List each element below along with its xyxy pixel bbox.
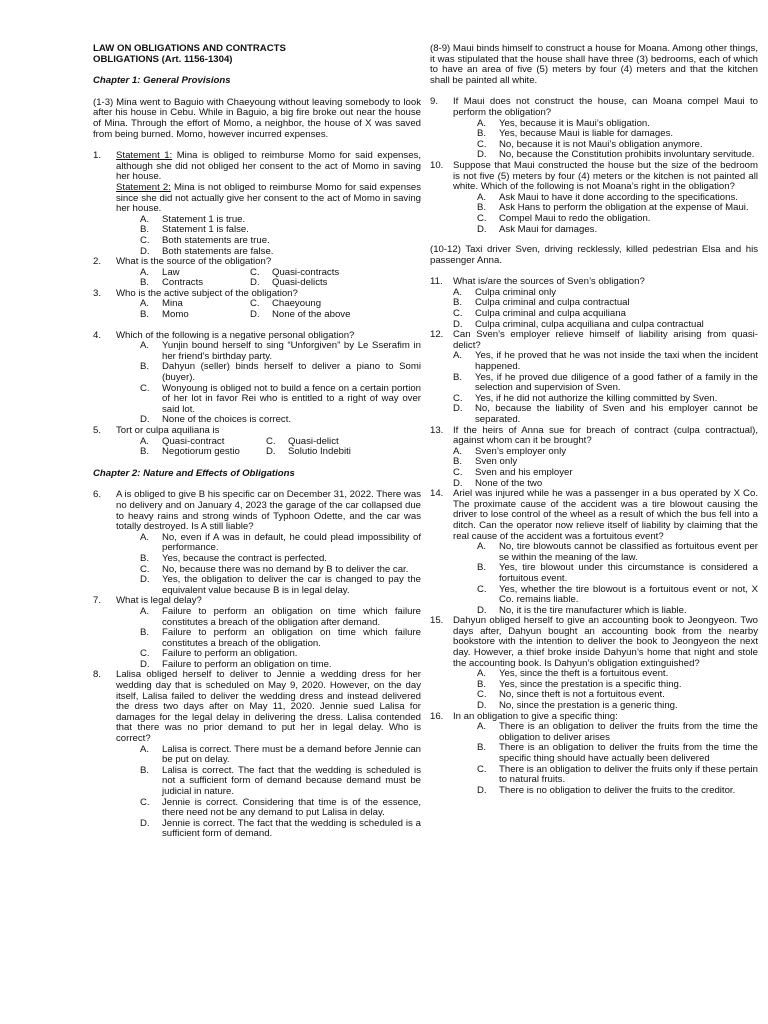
option-text: No, because the liability of Sven and his employer cannot be separated.	[475, 403, 758, 425]
option-text: Yes, tire blowout under this circumstance is considered a fortuitous event.	[499, 562, 758, 584]
option-letter: A.	[140, 531, 150, 543]
option-c	[477, 214, 758, 225]
question-3-options	[93, 299, 421, 320]
option-letter: A.	[477, 191, 487, 203]
option-letter: D.	[453, 477, 463, 489]
question-number: 7.	[93, 595, 102, 607]
question-5	[93, 426, 421, 437]
option-letter: C.	[477, 583, 487, 595]
option-letter: B.	[477, 742, 487, 754]
option-text: There is no obligation to deliver the fruits to the creditor.	[499, 784, 736, 796]
option-letter: C.	[453, 392, 463, 404]
option-letter: B.	[140, 627, 150, 639]
question-14-options	[430, 542, 758, 616]
option-letter: A.	[140, 340, 150, 352]
question-10-options	[430, 193, 758, 235]
question-7-options	[93, 607, 421, 671]
option-letter: B.	[140, 277, 150, 289]
option-letter: B.	[140, 309, 150, 321]
option-letter: D.	[140, 414, 150, 426]
question-number: 9.	[430, 96, 439, 108]
left-column	[93, 44, 421, 840]
question-number: 4.	[93, 329, 102, 341]
option-text: Statement 1 is true.	[162, 213, 246, 225]
option-text: Yes, since the prestation is a specific thing.	[499, 678, 682, 690]
question-6-options	[93, 533, 421, 597]
option-text: Culpa criminal, culpa acquiliana and culpa contractual	[475, 318, 704, 330]
question-number: 15.	[430, 615, 444, 627]
option-text: Failure to perform an obligation.	[162, 648, 298, 660]
option-letter: B.	[477, 128, 487, 140]
option-text: None of the above	[272, 309, 351, 321]
option-text: Failure to perform an obligation on time which failure constitutes a breach of the obligation after demand.	[162, 605, 421, 628]
statement-1	[116, 151, 421, 183]
question-number: 11.	[430, 276, 443, 288]
option-text: There is an obligation to deliver the fruits only if these pertain to natural fruits.	[499, 763, 758, 786]
option-text: Law	[162, 266, 180, 278]
question-text: What is the source of the obligation?	[116, 256, 272, 268]
option-letter: D.	[477, 223, 487, 235]
option-c	[140, 236, 421, 247]
question-text: Dahyun obliged herself to give an accounting book to Jeongyeon. Two days after, Dahyun bought an accounting book from the nearby bookstore with the intention to deliver the book to Jeongyeon the next day. However, a thief broke inside Dahyun’s home that night and stole the accounting book. Is Dahyun’s obligation extinguished?	[453, 615, 758, 669]
option-c	[477, 765, 758, 786]
option-c	[453, 468, 758, 479]
option-letter: C.	[140, 382, 150, 394]
option-letter: C.	[453, 308, 463, 320]
question-text: Ariel was injured while he was a passenger in a bus operated by X Co. The proximate cause of the accident was a tire blowout causing the driver to lose control of the wheel as a result of which the bus fell into a ditch. Can the operator now relieve itself of liability by claiming that the real cause of the accident was a fortuitous event?	[453, 488, 758, 542]
question-number: 6.	[93, 489, 102, 501]
option-b	[140, 362, 421, 383]
option-letter: D.	[453, 318, 463, 330]
statement-2-text: Mina is not obliged to reimburse Momo for said expenses since she did not actually give her consent to the act of Momo in saving her house.	[116, 181, 422, 215]
intro-10-12: (10-12) Taxi driver Sven, driving recklessly, killed pedestrian Elsa and his passenger Anna.	[430, 244, 758, 266]
option-text: Yes, since the theft is a fortuitous event.	[499, 668, 669, 680]
option-letter: C.	[453, 466, 463, 478]
option-text: There is an obligation to deliver the fruits from the time the obligation to deliver arises	[499, 721, 758, 743]
question-4-options	[93, 341, 421, 426]
option-letter: D.	[140, 658, 150, 670]
option-a	[140, 533, 421, 554]
option-text: Dahyun (seller) binds herself to deliver a piano to Somi (buyer).	[162, 361, 421, 384]
option-c	[140, 384, 421, 416]
question-number: 2.	[93, 256, 102, 268]
option-letter: D.	[477, 149, 487, 161]
option-letter: B.	[140, 552, 150, 564]
question-text: Tort or culpa aquiliana is	[116, 425, 220, 436]
option-text: Sven’s employer only	[475, 445, 567, 457]
option-b	[140, 554, 421, 565]
option-text: Wonyoung is obliged not to build a fence on a certain portion of her lot in favor Rei who is entitled to a right of way over said lot.	[162, 382, 421, 415]
option-b	[453, 373, 758, 394]
option-text: Statement 1 is false.	[162, 224, 249, 236]
option-text: Lalisa is correct. There must be a demand before Jennie can be put on delay.	[162, 743, 421, 766]
option-text: No, because the Constitution prohibits involuntary servitude.	[499, 149, 755, 161]
question-number: 10.	[430, 159, 444, 171]
option-a	[140, 607, 421, 628]
option-text: Ask Maui for damages.	[499, 223, 598, 235]
option-text: Yes, because the contract is perfected.	[162, 552, 327, 564]
question-1-options	[93, 215, 421, 257]
option-text: Ask Maui to have it done according to the specifications.	[499, 191, 738, 203]
option-letter: B.	[140, 224, 150, 236]
option-text: Lalisa is correct. The fact that the wedding is scheduled is not a sufficient form of demand because demand must be judicial in nature.	[162, 764, 421, 797]
question-8-options	[93, 745, 421, 840]
option-text: Culpa criminal and culpa contractual	[475, 297, 630, 309]
option-text: Yes, if he did not authorize the killing committed by Sven.	[475, 392, 718, 404]
option-text: Jennie is correct. The fact that the wedding is scheduled is a sufficient form of demand.	[162, 817, 421, 840]
option-letter: B.	[140, 764, 150, 776]
option-c	[477, 585, 758, 606]
option-text: Both statements are true.	[162, 234, 270, 246]
option-text: Yes, because Maui is liable for damages.	[499, 128, 674, 140]
option-letter: A.	[453, 445, 463, 457]
option-text: Culpa criminal only	[475, 286, 557, 298]
option-letter: C.	[250, 266, 260, 278]
question-13	[430, 426, 758, 447]
question-number: 16.	[430, 710, 444, 722]
option-text: Yes, if he proved that he was not inside the taxi when the incident happened.	[475, 350, 758, 373]
statement-2-label: Statement 2:	[116, 181, 171, 193]
question-11-options	[430, 288, 758, 330]
option-text: No, even if A was in default, he could plead impossibility of performance.	[162, 531, 421, 554]
option-letter: A.	[140, 435, 150, 447]
option-text: No, since theft is not a fortuitous event.	[499, 689, 665, 701]
option-letter: C.	[477, 212, 487, 224]
question-number: 13.	[430, 424, 444, 436]
option-letter: A.	[140, 298, 150, 310]
option-a	[477, 722, 758, 743]
question-number: 3.	[93, 287, 102, 299]
option-letter: C.	[477, 763, 487, 775]
option-a	[477, 542, 758, 563]
chapter-2-heading: Chapter 2: Nature and Effects of Obligations	[93, 467, 295, 479]
option-b	[477, 563, 758, 584]
option-letter: D.	[250, 277, 260, 289]
option-letter: B.	[453, 371, 463, 383]
option-text: Compel Maui to redo the obligation.	[499, 212, 651, 224]
option-b	[140, 766, 421, 798]
question-number: 1.	[93, 150, 102, 162]
question-text: Which of the following is a negative personal obligation?	[116, 329, 355, 341]
option-text: None of the choices is correct.	[162, 414, 292, 426]
option-letter: B.	[477, 202, 487, 214]
question-text: If Maui does not construct the house, can Moana compel Maui to perform the obligation?	[453, 96, 758, 118]
option-text: Chaeyoung	[272, 298, 322, 310]
option-letter: B.	[140, 446, 150, 458]
option-b	[477, 743, 758, 764]
option-text: Contracts	[162, 277, 204, 289]
option-a	[140, 341, 421, 362]
question-16-options	[430, 722, 758, 796]
question-text: Suppose that Maui constructed the house but the size of the bedroom is not five (5) meters by four (4) meters or the kitchen is not painted all white. Which of the following is not Moana’s right in the obligation?	[453, 159, 758, 193]
question-15-options	[430, 669, 758, 711]
option-b	[140, 628, 421, 649]
option-letter: C.	[250, 298, 260, 310]
question-1	[93, 151, 421, 215]
option-letter: B.	[477, 562, 487, 574]
option-d	[477, 225, 758, 236]
question-number: 14.	[430, 488, 444, 500]
option-text: Quasi-contracts	[272, 266, 340, 278]
option-letter: A.	[140, 266, 150, 278]
question-body	[116, 151, 421, 215]
option-text: Solutio Indebiti	[288, 446, 351, 458]
doc-subtitle: OBLIGATIONS (Art. 1156-1304)	[93, 53, 233, 65]
question-text: What is legal delay?	[116, 595, 202, 607]
option-letter: A.	[453, 286, 463, 298]
question-13-options	[430, 447, 758, 489]
option-d	[140, 575, 421, 596]
question-15	[430, 616, 758, 669]
option-letter: A.	[453, 350, 463, 362]
question-14	[430, 489, 758, 542]
chapter-1-heading: Chapter 1: General Provisions	[93, 75, 231, 87]
option-text: Yes, whether the tire blowout is a fortuitous event or not, X Co. remains liable.	[499, 583, 758, 606]
option-text: Yes, because it is Maui’s obligation.	[499, 117, 650, 129]
option-text: Momo	[162, 309, 189, 321]
option-text: Quasi-contract	[162, 435, 225, 447]
option-d	[477, 786, 758, 797]
option-text: Jennie is correct. Considering that time is of the essence, there need not be any demand to put Lalisa in delay.	[162, 796, 421, 819]
question-text: A is obliged to give B his specific car on December 31, 2022. There was no delivery and on January 4, 2023 the garage of the car collapsed due to heavy rains and strong winds of Typhoon Odette, and the car was totally destroyed. Is A still liable?	[116, 489, 421, 533]
question-number: 8.	[93, 669, 102, 681]
option-letter: C.	[140, 648, 150, 660]
option-text: No, tire blowouts cannot be classified as fortuitous event per se within the meaning of the law.	[499, 541, 758, 563]
right-column	[430, 44, 758, 796]
statement-1-label: Statement 1:	[116, 150, 173, 162]
option-letter: D.	[140, 574, 150, 586]
option-c	[140, 798, 421, 819]
option-text: Yes, the obligation to deliver the car is changed to pay the equivalent value because B is in legal delay.	[162, 574, 421, 596]
option-letter: A.	[477, 117, 487, 129]
intro-1-3: (1-3) Mina went to Baguio with Chaeyoung without leaving somebody to look after his house in Cebu. While in Baguio, a big fire broke out near the house of Mina. Through the effort of Momo, a neighbor, the house of X was saved from being burned. Momo, however incurred expenses.	[93, 96, 421, 140]
option-text: No, it is the tire manufacturer which is liable.	[499, 604, 687, 616]
question-text: Can Sven’s employer relieve himself of liability arising from quasi-delict?	[453, 329, 758, 351]
statement-2	[116, 183, 421, 215]
option-letter: B.	[453, 456, 463, 468]
question-text: What is/are the sources of Sven’s obligation?	[453, 276, 645, 288]
question-5-options	[93, 437, 421, 458]
option-text: There is an obligation to deliver the fruits from the time the specific thing should have actually been delivered	[499, 742, 758, 764]
option-letter: D.	[250, 309, 260, 321]
option-letter: C.	[140, 563, 150, 575]
option-text: No, because it is not Maui’s obligation anymore.	[499, 138, 703, 150]
option-text: Culpa criminal and culpa acquiliana	[475, 308, 626, 320]
option-letter: B.	[140, 361, 150, 373]
option-letter: D.	[477, 604, 487, 616]
question-text: If the heirs of Anna sue for breach of contract (culpa contractual), against whom can it be brought?	[453, 424, 758, 447]
question-10	[430, 161, 758, 193]
option-letter: D.	[453, 403, 463, 415]
question-8	[93, 670, 421, 744]
statement-1-text: Mina is obliged to reimburse Momo for said expenses, although she did not obliged her consent to the act of Momo in saving her house.	[116, 150, 421, 183]
question-text: Lalisa obliged herself to deliver to Jennie a wedding dress for her wedding day that is scheduled on May 9, 2020. However, on the day itself, Lalisa failed to deliver the wedding dress and instead delivered the dress two days after on May 11, 2020. Jennie sued Lalisa for damages for the legal delay in delivering the dress. Lalisa contended that there was no prior demand to put her in legal delay. Who is correct?	[116, 669, 421, 745]
option-text: Negotiorum gestio	[162, 446, 240, 458]
option-d	[453, 404, 758, 425]
option-a	[453, 351, 758, 372]
option-letter: C.	[477, 138, 487, 150]
option-text: Both statements are false.	[162, 245, 274, 257]
option-letter: B.	[453, 297, 463, 309]
option-text: No, since the prestation is a generic thing.	[499, 700, 678, 712]
option-text: Sven and his employer	[475, 466, 573, 478]
option-a	[140, 745, 421, 766]
question-6	[93, 490, 421, 532]
option-text: None of the two	[475, 477, 543, 489]
question-number: 5.	[93, 425, 102, 436]
option-letter: D.	[140, 245, 150, 257]
option-letter: C.	[266, 435, 276, 447]
option-letter: A.	[477, 541, 487, 553]
option-letter: A.	[477, 721, 487, 733]
option-text: Failure to perform an obligation on time which failure constitutes a breach of the obligation.	[162, 627, 421, 649]
question-9	[430, 97, 758, 118]
intro-8-9: (8-9) Maui binds himself to construct a house for Moana. Among other things, it was stipulated that the house shall have three (3) bedrooms, each of which to have an area of five (5) meters by four (4) meters and that the kitchen shall be painted all white.	[430, 43, 758, 86]
option-letter: B.	[477, 678, 487, 690]
question-12	[430, 330, 758, 351]
option-letter: A.	[140, 605, 150, 617]
doc-title: LAW ON OBLIGATIONS AND CONTRACTS	[93, 43, 286, 54]
option-d	[140, 819, 421, 840]
option-text: Quasi-delicts	[272, 277, 328, 289]
question-2-options	[93, 268, 421, 289]
option-letter: D.	[140, 817, 150, 829]
option-letter: D.	[477, 784, 487, 796]
question-12-options	[430, 351, 758, 425]
option-text: Quasi-delict	[288, 435, 339, 447]
option-letter: C.	[140, 796, 150, 808]
option-letter: C.	[477, 689, 487, 701]
question-text: Who is the active subject of the obligation?	[116, 287, 298, 299]
option-letter: D.	[477, 700, 487, 712]
option-text: Mina	[162, 298, 183, 310]
option-text: Sven only	[475, 456, 518, 468]
option-letter: A.	[477, 668, 487, 680]
question-9-options	[430, 119, 758, 161]
option-text: Yes, if he proved due diligence of a good father of a family in the selection and supervision of Sven.	[475, 371, 758, 394]
option-letter: C.	[140, 234, 150, 246]
option-text: Ask Hans to perform the obligation at the expense of Maui.	[499, 202, 749, 214]
option-text: No, because there was no demand by B to deliver the car.	[162, 563, 409, 575]
question-number: 12.	[430, 329, 444, 341]
option-text: Failure to perform an obligation on time.	[162, 658, 332, 670]
option-text: Yunjin bound herself to sing “Unforgiven” by Le Sserafim in her friend’s birthday party.	[162, 340, 421, 362]
option-letter: A.	[140, 213, 150, 225]
option-letter: D.	[266, 446, 276, 458]
question-text: In an obligation to give a specific thing:	[453, 710, 618, 722]
option-letter: A.	[140, 743, 150, 755]
